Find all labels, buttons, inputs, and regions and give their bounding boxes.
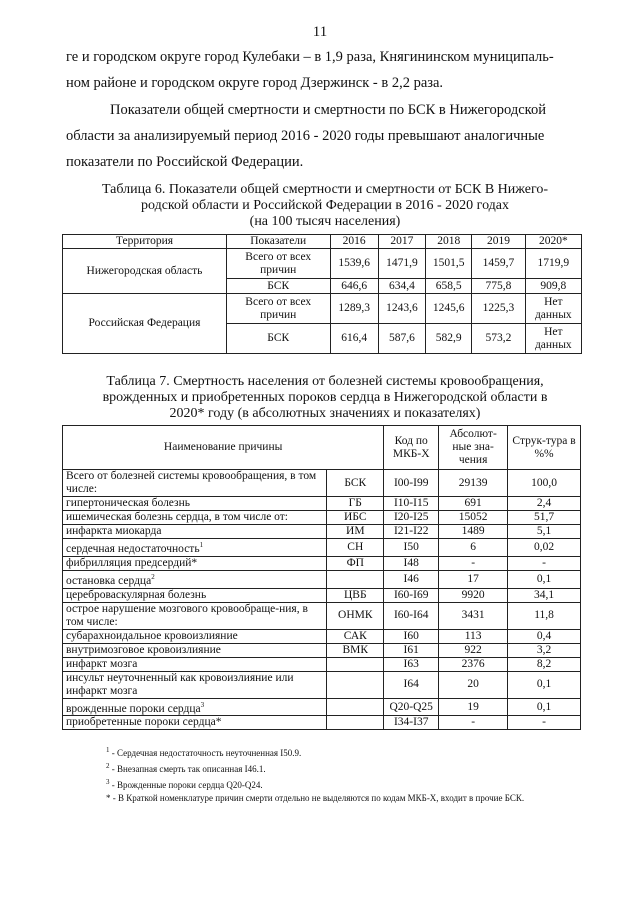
table6-indicator: Всего от всех причин — [226, 294, 330, 324]
table7-cause-name — [63, 511, 327, 525]
cause-text: инфаркта миокарда — [66, 525, 162, 537]
table7-abs: - — [439, 556, 508, 570]
table6-indicator: БСК — [226, 279, 330, 294]
cause-text: субарахноидальное кровоизлияние — [66, 629, 238, 642]
table7-abbr: ИБС — [327, 511, 384, 525]
footnotes — [66, 744, 586, 805]
table7-caption — [60, 374, 590, 422]
table7-cause-name — [63, 643, 327, 657]
table7-row — [63, 698, 581, 716]
table7-struct: 0,02 — [508, 539, 581, 557]
table7-struct: 51,7 — [508, 511, 581, 525]
table7-abs: 113 — [439, 629, 508, 643]
footnote-mark: 1 — [199, 541, 204, 549]
table7-code: I60-I64 — [384, 602, 439, 629]
cause-text: приобретенные пороки сердца* — [66, 716, 222, 729]
table6-cell: 646,6 — [330, 279, 378, 294]
table6-cell: 587,6 — [378, 324, 425, 354]
table7-abs: 2376 — [439, 657, 508, 671]
table6-territory: Нижегородская область — [63, 249, 227, 294]
table7-code: I50 — [384, 539, 439, 557]
cause-text: острое нарушение мозгового кровообраще-ния, в том числе: — [66, 602, 308, 628]
table7-abs: 20 — [439, 671, 508, 698]
table6-cell: Нет данных — [525, 294, 581, 324]
table6-cell: 1289,3 — [330, 294, 378, 324]
cause-text: инсульт неуточненный как кровоизлияние или инфаркт мозга — [66, 671, 294, 697]
table7-abs: 19 — [439, 698, 508, 716]
table7-cause-name — [63, 525, 327, 539]
table7 — [62, 425, 581, 730]
table7-abs: 1489 — [439, 525, 508, 539]
table7-abs: 922 — [439, 643, 508, 657]
cause-text: врожденные пороки сердца — [66, 702, 201, 715]
table6-header: 2019 — [472, 235, 525, 249]
table7-cause-name — [63, 470, 327, 497]
table7-cause-name — [63, 497, 327, 511]
table6-cell: 634,4 — [378, 279, 425, 294]
table6-cell: 1539,6 — [330, 249, 378, 279]
table7-row — [63, 602, 581, 629]
cause-text: внутримозговое кровоизлияние — [66, 643, 221, 656]
table7-header: Наименование причины — [63, 426, 384, 470]
table7-row — [63, 716, 581, 730]
table7-struct: - — [508, 716, 581, 730]
table7-abbr — [327, 570, 384, 588]
table7-row — [63, 588, 581, 602]
table7-abbr — [327, 671, 384, 698]
table7-struct: - — [508, 556, 581, 570]
table7-row — [63, 657, 581, 671]
table7-cause-name — [63, 657, 327, 671]
table7-row — [63, 556, 581, 570]
table7-abs: 691 — [439, 497, 508, 511]
table7-code: I21-I22 — [384, 525, 439, 539]
cause-text: остановка сердца — [66, 574, 152, 587]
table7-abs: 29139 — [439, 470, 508, 497]
footnote-mark: 1 — [106, 746, 110, 754]
table7-row — [63, 671, 581, 698]
table7-body — [63, 470, 581, 730]
table7-abs: 9920 — [439, 588, 508, 602]
table7-code: I60 — [384, 629, 439, 643]
intro-line: ге и городском округе город Кулебаки – в 1,9 раза, Княгининском муниципаль- — [66, 49, 554, 65]
cause-text: цереброваскулярная болезнь — [66, 588, 207, 601]
table7-abs: 17 — [439, 570, 508, 588]
table7-abbr — [327, 698, 384, 716]
cause-text: гипертоническая болезнь — [66, 497, 190, 509]
paragraph-line: показатели по Российской Федерации. — [66, 154, 304, 170]
table6-caption — [60, 182, 590, 230]
table6-cell: 573,2 — [472, 324, 525, 354]
table7-code: I00-I99 — [384, 470, 439, 497]
caption-line: врожденных и приобретенных пороков сердца в Нижегородской области в — [102, 390, 548, 405]
table6-cell: 1225,3 — [472, 294, 525, 324]
table7-code: I48 — [384, 556, 439, 570]
table7-abbr — [327, 657, 384, 671]
table6-cell: 616,4 — [330, 324, 378, 354]
footnote-mark: 2 — [151, 572, 155, 581]
table7-row — [63, 539, 581, 557]
footnote-text: - Внезапная смерть так описанная I46.1. — [109, 764, 266, 774]
table7-cause-name — [63, 556, 327, 570]
table7-abs: 3431 — [439, 602, 508, 629]
table7-cause-name — [63, 588, 327, 602]
caption-line: Таблица 7. Смертность населения от болезней системы кровообращения, — [106, 374, 544, 389]
table7-code: I46 — [384, 570, 439, 588]
table6-header: Территория — [63, 235, 227, 249]
table6 — [62, 234, 582, 354]
table7-code: I61 — [384, 643, 439, 657]
table7-abbr: ИМ — [327, 525, 384, 539]
table6-header: 2016 — [330, 235, 378, 249]
paragraph-line: Показатели общей смертности и смертности по БСК в Нижегородской — [110, 102, 546, 118]
caption-line: родской области и Российской Федерации в 2016 - 2020 годах — [140, 198, 510, 213]
footnote-mark: 3 — [106, 778, 110, 786]
table6-territory: Российская Федерация — [63, 294, 227, 354]
table7-abbr: СН — [327, 539, 384, 557]
table6-cell: 1719,9 — [525, 249, 581, 279]
footnote-mark: 3 — [200, 700, 205, 709]
footnote-text: - Врожденные пороки сердца Q20-Q24. — [109, 780, 263, 790]
table7-row — [63, 511, 581, 525]
table7-code: I10-I15 — [384, 497, 439, 511]
table7-cause-name — [63, 602, 327, 629]
table7-cause-name — [63, 570, 327, 588]
footnote-mark: 2 — [106, 762, 110, 770]
table7-code: I60-I69 — [384, 588, 439, 602]
table7-abs: - — [439, 716, 508, 730]
table6-cell: 1471,9 — [378, 249, 425, 279]
table6-cell: Нет данных — [525, 324, 581, 354]
table6-header: 2018 — [426, 235, 472, 249]
table6-cell: 1243,6 — [378, 294, 425, 324]
table7-header: Код по МКБ-Х — [384, 426, 439, 470]
intro-line: ном районе и городском округе город Дзержинск - в 2,2 раза. — [66, 75, 444, 91]
table7-cause-name — [63, 671, 327, 698]
table7-abbr: ФП — [327, 556, 384, 570]
table6-indicator: Всего от всех причин — [226, 249, 330, 279]
table7-struct: 0,4 — [508, 629, 581, 643]
table7-abbr: САК — [327, 629, 384, 643]
table7-abbr: ЦВБ — [327, 588, 384, 602]
table6-header: 2017 — [378, 235, 425, 249]
table6-cell: 1501,5 — [426, 249, 472, 279]
table6-header: Показатели — [226, 235, 330, 249]
table7-cause-name — [63, 716, 327, 730]
table7-abbr: ВМК — [327, 643, 384, 657]
table7-abs: 6 — [439, 539, 508, 557]
table6-cell: 1459,7 — [472, 249, 525, 279]
table6-indicator: БСК — [226, 324, 330, 354]
table7-row — [63, 643, 581, 657]
table7-struct: 0,1 — [508, 698, 581, 716]
table7-struct: 2,4 — [508, 497, 581, 511]
table7-struct: 34,1 — [508, 588, 581, 602]
table7-code: I64 — [384, 671, 439, 698]
table7-abbr: БСК — [327, 470, 384, 497]
cause-text: фибрилляция предсердий* — [66, 556, 198, 569]
table7-code: I20-I25 — [384, 511, 439, 525]
table7-cause-name — [63, 698, 327, 716]
table7-struct: 0,1 — [508, 570, 581, 588]
footnote-text: - Сердечная недостаточность неуточненная I50.9. — [109, 748, 302, 758]
footnote — [66, 776, 586, 792]
intro-paragraph — [66, 44, 586, 96]
caption-line: 2020* году (в абсолютных значениях и показателях) — [169, 406, 481, 421]
table6-header: 2020* — [525, 235, 581, 249]
table6-cell: 582,9 — [426, 324, 472, 354]
table7-struct: 0,1 — [508, 671, 581, 698]
caption-line: Таблица 6. Показатели общей смертности и смертности от БСК В Нижего- — [101, 182, 549, 197]
table7-row — [63, 470, 581, 497]
cause-text: инфаркт мозга — [66, 657, 138, 670]
page-number: 11 — [312, 24, 328, 40]
table7-header: Струк-тура в %% — [508, 426, 581, 470]
table7-struct: 100,0 — [508, 470, 581, 497]
table7-abbr: ГБ — [327, 497, 384, 511]
cause-text: ишемическая болезнь сердца, в том числе от: — [66, 511, 289, 523]
footnote — [66, 760, 586, 776]
table6-cell: 658,5 — [426, 279, 472, 294]
body-paragraph — [66, 97, 586, 175]
table7-code: I63 — [384, 657, 439, 671]
table7-row — [63, 629, 581, 643]
cause-text: сердечная недостаточность — [66, 542, 200, 555]
table7-row — [63, 570, 581, 588]
table7-row — [63, 525, 581, 539]
footnote — [66, 744, 586, 760]
table7-row — [63, 497, 581, 511]
table7-code: Q20-Q25 — [384, 698, 439, 716]
table7-cause-name — [63, 539, 327, 557]
footnote — [66, 792, 586, 805]
table6-cell: 1245,6 — [426, 294, 472, 324]
footnote-text: * - В Краткой номенклатуре причин смерти отдельно не выделяются по кодам МКБ-Х, входит в прочие БСК. — [106, 793, 525, 803]
table7-abbr — [327, 716, 384, 730]
table7-struct: 5,1 — [508, 525, 581, 539]
cause-text: Всего от болезней системы кровообращения, в том числе: — [66, 470, 317, 495]
caption-line: (на 100 тысяч населения) — [249, 214, 401, 229]
table7-struct: 11,8 — [508, 602, 581, 629]
table6-cell: 775,8 — [472, 279, 525, 294]
table7-struct: 3,2 — [508, 643, 581, 657]
table7-struct: 8,2 — [508, 657, 581, 671]
table7-abs: 15052 — [439, 511, 508, 525]
table7-abbr: ОНМК — [327, 602, 384, 629]
paragraph-line: области за анализируемый период 2016 - 2020 годы превышают аналогичные — [66, 128, 545, 144]
table7-header: Абсолют-ные зна-чения — [439, 426, 508, 470]
table6-cell: 909,8 — [525, 279, 581, 294]
table7-cause-name — [63, 629, 327, 643]
table7-code: I34-I37 — [384, 716, 439, 730]
